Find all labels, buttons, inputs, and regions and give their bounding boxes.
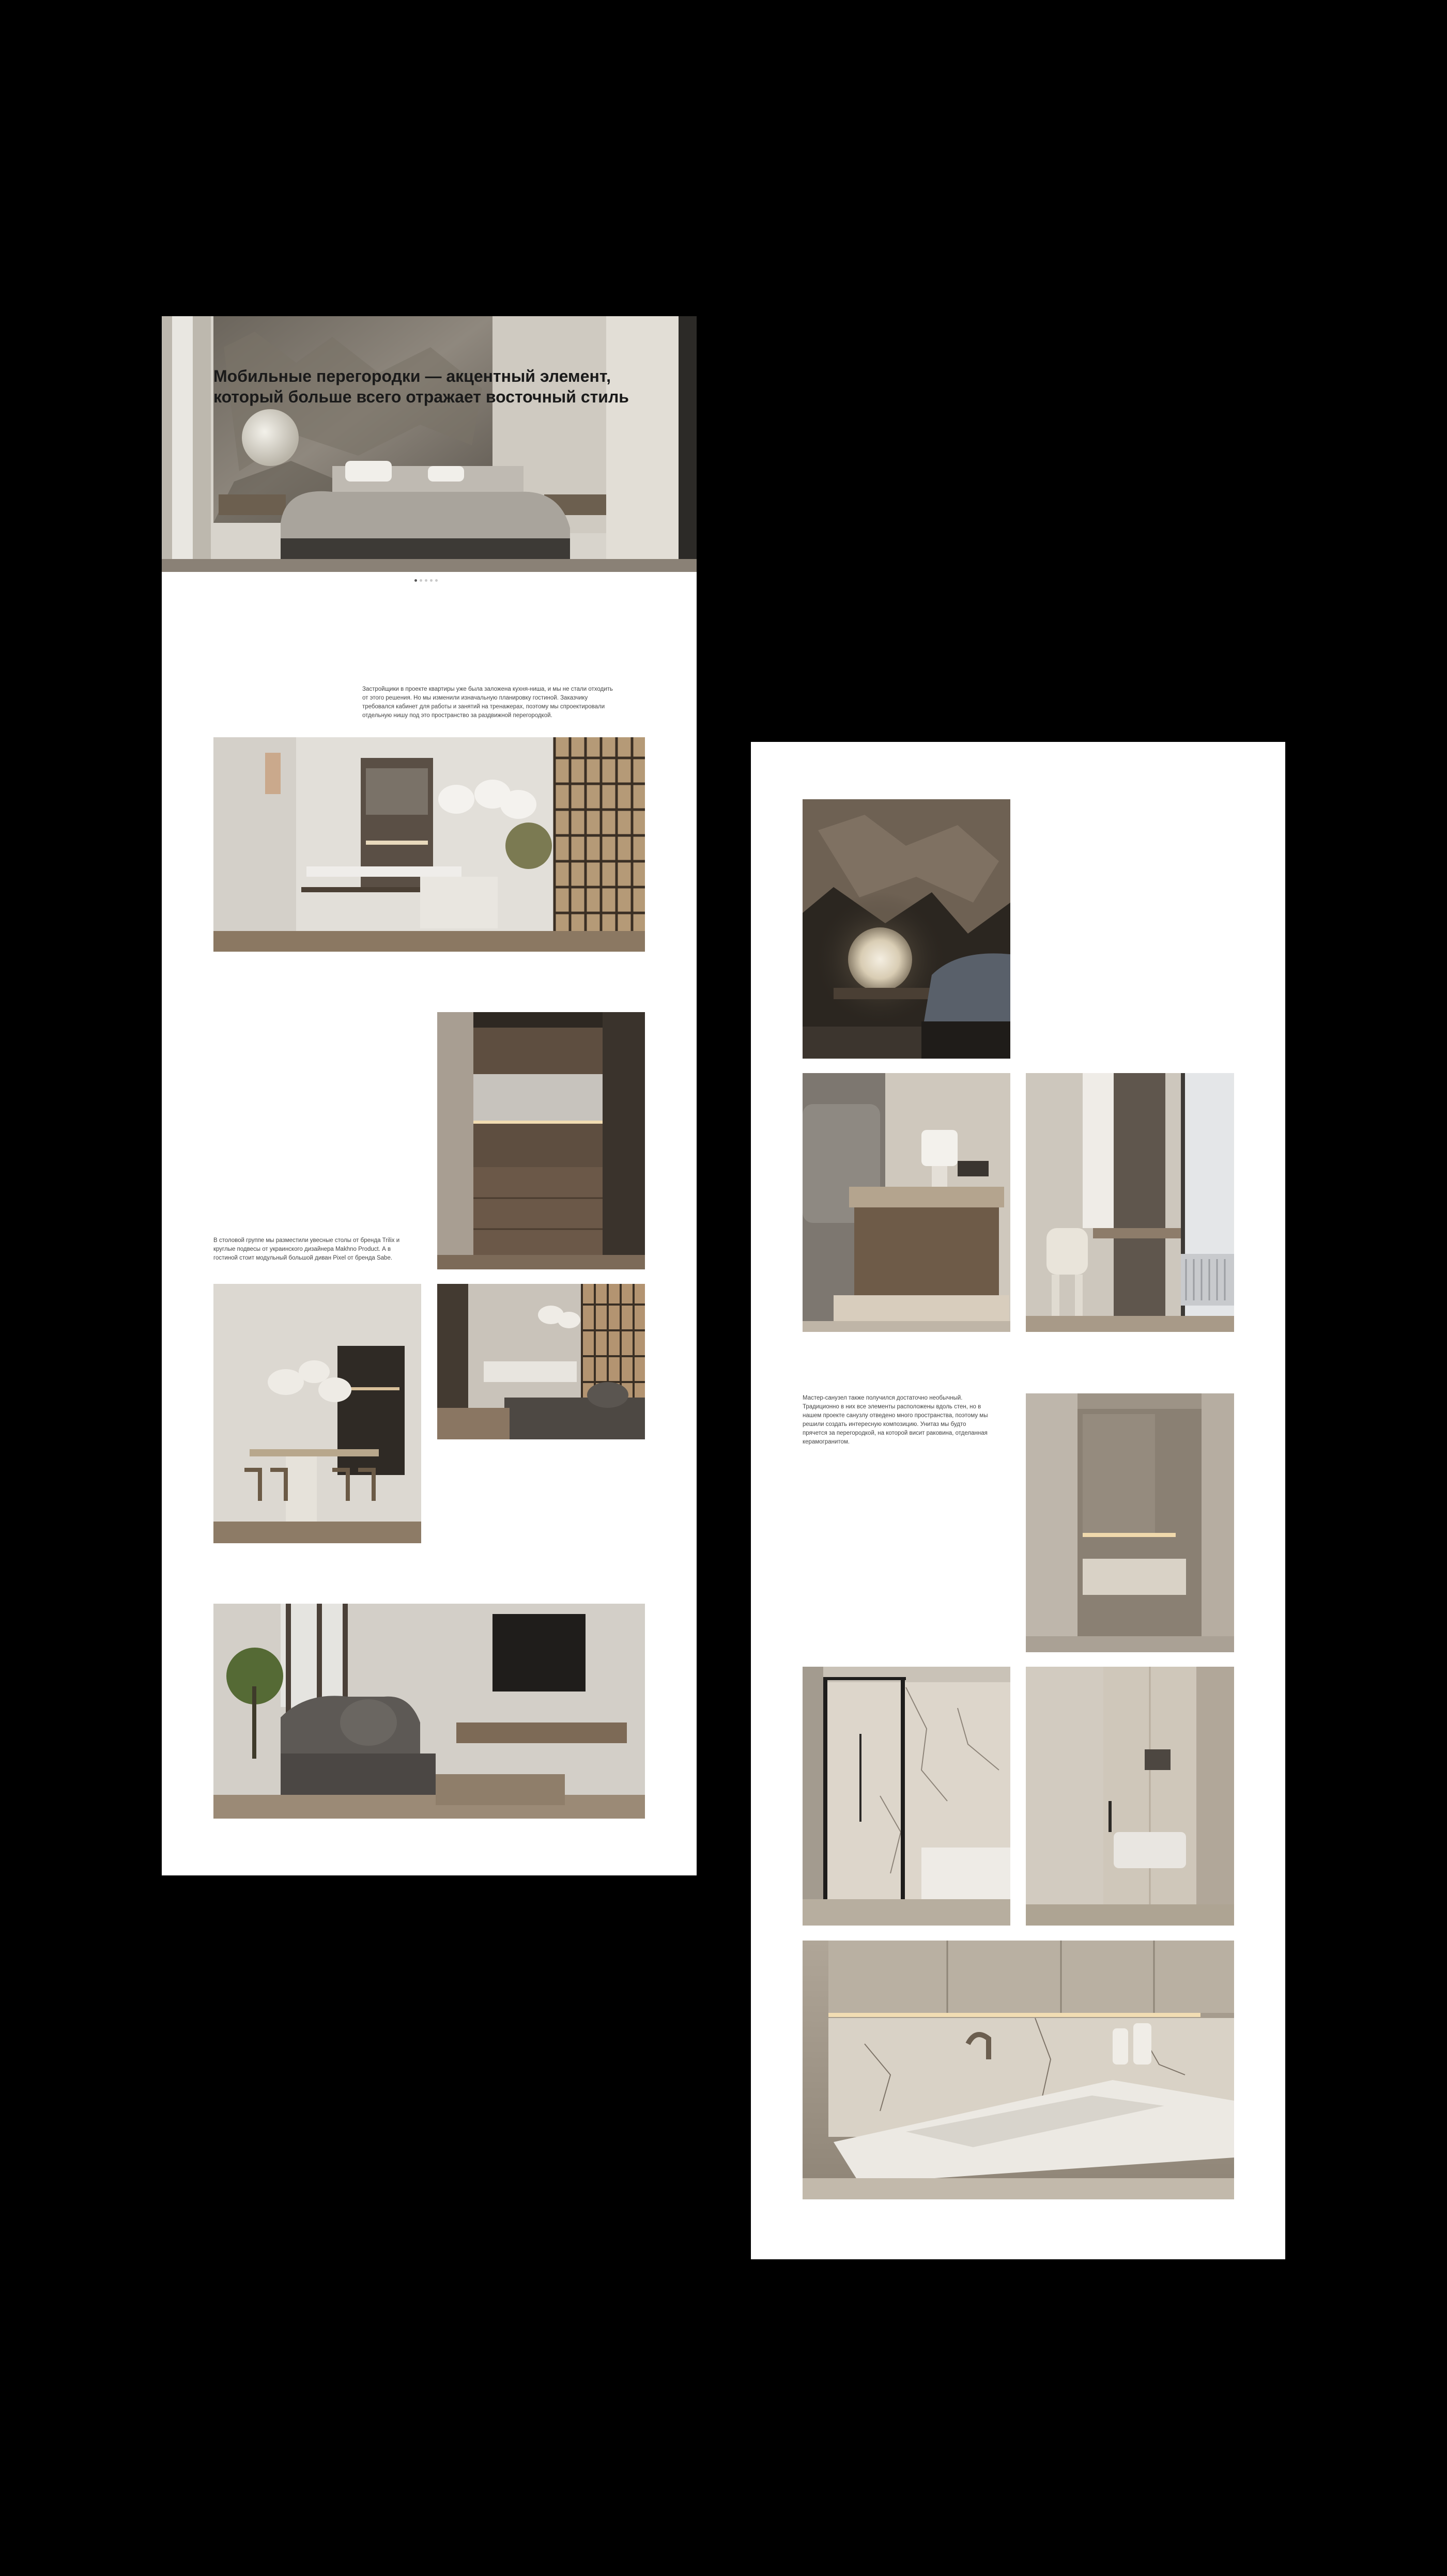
dining-image bbox=[213, 1284, 421, 1543]
bathroom-sink-cabinet-image bbox=[1026, 1393, 1234, 1652]
bedroom-hero-image bbox=[162, 316, 697, 572]
vanity-image bbox=[1026, 1073, 1234, 1332]
washbasin-closeup-image bbox=[803, 1941, 1234, 2199]
nightstand-image bbox=[803, 1073, 1010, 1332]
section-heading: Мобильные перегородки — акцентный элемент, который больше всего отражает восточный стиль bbox=[213, 367, 629, 406]
carousel-indicator[interactable] bbox=[414, 579, 438, 582]
bathroom-paragraph: Мастер-санузел также получился достаточно необычный. Традиционно в них все элементы расположены вдоль стен, но в нашем проекте санузлу отведено много пространства, поэтому мы решили создать интересную композицию. Унитаз мы будто прячется за перегородкой, на которой висит раковина, отделанная керамогранитом. bbox=[803, 1395, 988, 1445]
dining-paragraph: В столовой группе мы разместили увесные столы от бренда Trilix и круглые подвесы от украинского дизайнера Makhno Product. А в гостиной стоит модульный большой диван Pixel от бренда Sabe. bbox=[213, 1237, 400, 1261]
toilet-image bbox=[1026, 1667, 1234, 1926]
carousel-dot[interactable] bbox=[425, 579, 427, 582]
right-page-board bbox=[751, 742, 1285, 2259]
living-room-image bbox=[213, 1604, 645, 1819]
left-page-board bbox=[162, 316, 697, 1875]
shower-image bbox=[803, 1667, 1010, 1926]
carousel-dot[interactable] bbox=[420, 579, 422, 582]
kitchen-niche-image bbox=[437, 1012, 645, 1269]
kitchen-image bbox=[213, 737, 645, 952]
carousel-dot[interactable] bbox=[430, 579, 433, 582]
moon-lamp-image bbox=[803, 799, 1010, 1059]
intro-paragraph: Застройщики в проекте квартиры уже была заложена кухня-ниша, и мы не стали отходить от этого решения. Но мы изменили изначальную планировку гостиной. Заказчику требовался кабинет для работы и занятий на тренажерах, поэтому мы спроектировали отдельную нишу под это пространство за раздвижной перегородкой. bbox=[362, 686, 613, 719]
carousel-dot[interactable] bbox=[435, 579, 438, 582]
carousel-dot[interactable] bbox=[414, 579, 417, 582]
living-kitchen-image bbox=[437, 1284, 645, 1439]
